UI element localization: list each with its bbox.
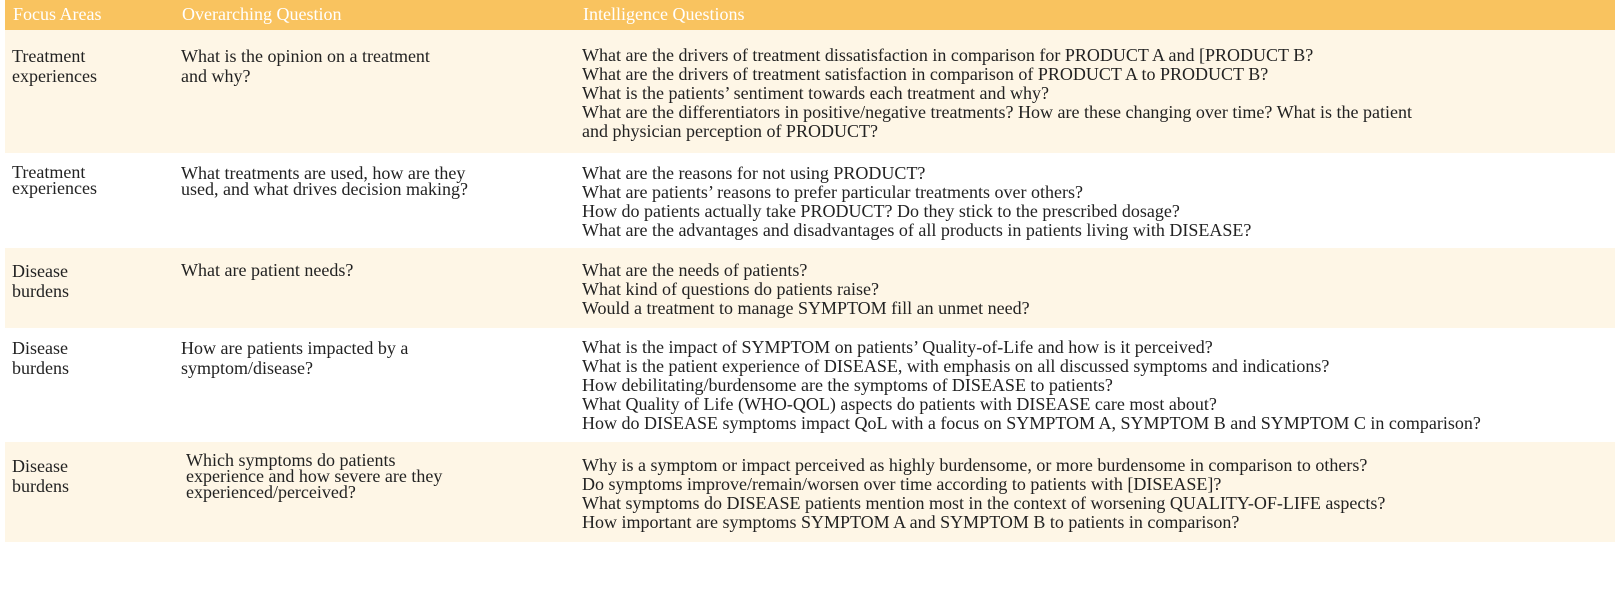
- overarching-question-text: experienced/perceived?: [186, 482, 356, 502]
- header-overarching-question: Overarching Question: [182, 4, 342, 24]
- intelligence-question: Would a treatment to manage SYMPTOM fill an unmet need?: [582, 298, 1030, 318]
- focus-area-cell: [12, 338, 69, 378]
- intelligence-question: What are the needs of patients?: [582, 260, 808, 280]
- overarching-question-cell: [181, 165, 468, 197]
- overarching-question-text: experience and how severe are they: [186, 466, 443, 486]
- intelligence-question: What are the drivers of treatment satisfaction in comparison of PRODUCT A to PRODUCT B?: [582, 64, 1269, 84]
- intelligence-questions-cell: [582, 164, 1251, 240]
- focus-area-text: Treatment: [12, 46, 86, 66]
- intelligence-question: What symptoms do DISEASE patients mention most in the context of worsening QUALITY-OF-LIFE aspects?: [582, 493, 1386, 513]
- overarching-question-text: Which symptoms do patients: [186, 450, 396, 470]
- intelligence-questions-cell: [582, 46, 1412, 141]
- intelligence-question: How debilitating/burdensome are the symptoms of DISEASE to patients?: [582, 375, 1113, 395]
- intelligence-question: What are the drivers of treatment dissatisfaction in comparison for PRODUCT A and [PRODUCT B?: [582, 45, 1314, 65]
- table-row: [5, 30, 1615, 153]
- overarching-question-cell: [181, 261, 353, 280]
- intelligence-question: Do symptoms improve/remain/worsen over time according to patients with [DISEASE]?: [582, 474, 1222, 494]
- intelligence-questions-cell: [582, 261, 1030, 318]
- overarching-question-text: and why?: [181, 66, 251, 86]
- intelligence-question: How do patients actually take PRODUCT? Do they stick to the prescribed dosage?: [582, 201, 1180, 221]
- focus-area-text: Disease: [12, 456, 68, 476]
- intelligence-question: What kind of questions do patients raise?: [582, 279, 879, 299]
- focus-area-cell: [12, 261, 69, 301]
- focus-area-text: burdens: [12, 358, 69, 378]
- overarching-question-cell: [181, 46, 430, 86]
- overarching-question-text: What are patient needs?: [181, 260, 354, 280]
- overarching-question-text: What treatments are used, how are they: [181, 163, 466, 183]
- questions-table: [5, 0, 1615, 542]
- intelligence-question: What are the reasons for not using PRODUCT?: [582, 163, 926, 183]
- focus-area-cell: [12, 164, 97, 196]
- table-row: [5, 153, 1615, 248]
- overarching-question-cell: [181, 338, 408, 378]
- header-intelligence-questions: Intelligence Questions: [583, 4, 745, 24]
- intelligence-questions-cell: [582, 338, 1481, 433]
- table-row: [5, 442, 1615, 542]
- header-focus-areas: Focus Areas: [13, 4, 102, 24]
- intelligence-question: What is the patient experience of DISEASE, with emphasis on all discussed symptoms and indications?: [582, 356, 1330, 376]
- intelligence-question: What are the differentiators in positive/negative treatments? How are these changing over time? What is the patient: [582, 102, 1413, 122]
- focus-area-text: Disease: [12, 338, 68, 358]
- overarching-question-text: How are patients impacted by a: [181, 338, 409, 358]
- intelligence-question: Why is a symptom or impact perceived as highly burdensome, or more burdensome in comparison to others?: [582, 455, 1368, 475]
- overarching-question-text: used, and what drives decision making?: [181, 179, 468, 199]
- table-header: [5, 0, 1615, 30]
- overarching-question-text: symptom/disease?: [181, 358, 313, 378]
- table-row: [5, 328, 1615, 442]
- focus-area-text: burdens: [12, 476, 69, 496]
- focus-area-text: experiences: [12, 66, 97, 86]
- focus-area-cell: [12, 46, 97, 86]
- intelligence-question: How important are symptoms SYMPTOM A and SYMPTOM B to patients in comparison?: [582, 512, 1240, 532]
- focus-area-text: experiences: [12, 178, 97, 198]
- focus-area-cell: [12, 456, 69, 496]
- focus-area-text: Treatment: [12, 162, 86, 182]
- table-row: [5, 248, 1615, 328]
- focus-area-text: Disease: [12, 261, 68, 281]
- intelligence-question: and physician perception of PRODUCT?: [582, 121, 878, 141]
- overarching-question-cell: [186, 452, 442, 500]
- overarching-question-text: What is the opinion on a treatment: [181, 46, 430, 66]
- intelligence-question: What is the impact of SYMPTOM on patients’ Quality-of-Life and how is it perceived?: [582, 337, 1213, 357]
- intelligence-question: How do DISEASE symptoms impact QoL with a focus on SYMPTOM A, SYMPTOM B and SYMPTOM C in comparison?: [582, 413, 1481, 433]
- intelligence-question: What are patients’ reasons to prefer particular treatments over others?: [582, 182, 1083, 202]
- intelligence-question: What is the patients’ sentiment towards each treatment and why?: [582, 83, 1050, 103]
- intelligence-questions-cell: [582, 456, 1385, 532]
- intelligence-question: What Quality of Life (WHO-QOL) aspects do patients with DISEASE care most about?: [582, 394, 1217, 414]
- intelligence-question: What are the advantages and disadvantages of all products in patients living with DISEASE?: [582, 220, 1252, 240]
- focus-area-text: burdens: [12, 281, 69, 301]
